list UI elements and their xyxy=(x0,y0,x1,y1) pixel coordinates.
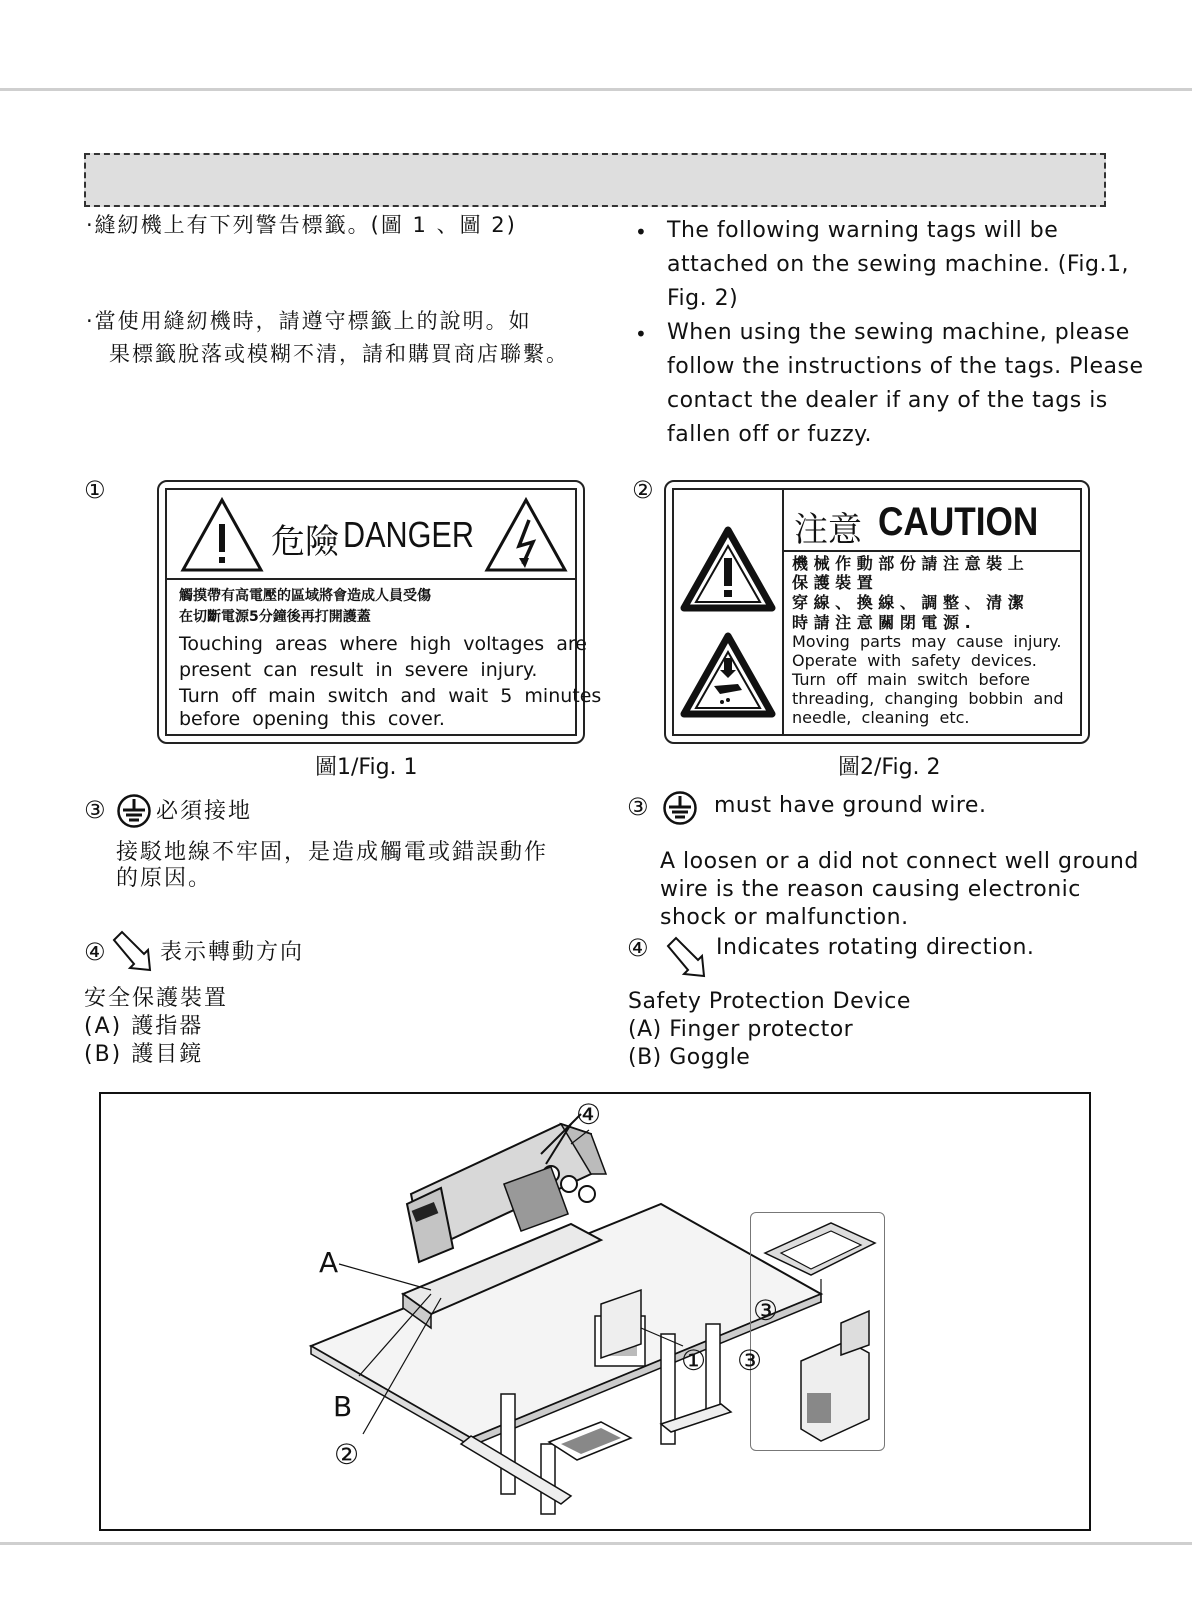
caution-title-en: CAUTION xyxy=(878,500,1039,544)
caution-zh-3: 穿 線 、 換 線 、 調 整 、 清 潔 xyxy=(792,593,1024,612)
caution-zh-1: 機 械 作 動 部 份 請 注 意 裝 上 xyxy=(792,554,1024,573)
ground-symbol-icon xyxy=(116,793,152,829)
ground-symbol-icon-right xyxy=(662,790,698,826)
danger-header xyxy=(167,490,575,580)
en-paragraph-1-line1: The following warning tags will be xyxy=(667,218,1059,243)
zh-paragraph-2-line1: ·當使用縫紉機時，請遵守標籤上的說明。如 xyxy=(86,309,532,333)
caution-en-5: needle, cleaning etc. xyxy=(792,708,970,727)
danger-tag xyxy=(157,480,602,744)
caution-text-block xyxy=(792,554,1082,727)
high-voltage-icon xyxy=(483,496,569,574)
bullet-2: • xyxy=(635,322,647,346)
marker-1: ① xyxy=(84,476,106,504)
safety-title-zh: 安全保護裝置 xyxy=(84,986,229,1011)
caution-en-3: Turn off main switch before xyxy=(792,670,1030,689)
caution-zh-4: 時 請 注 意 關 閉 電 源 . xyxy=(792,613,971,632)
marker-2: ② xyxy=(632,476,654,504)
ground-detail-inset xyxy=(750,1212,885,1451)
bullet-1: • xyxy=(635,220,647,244)
ground-desc-zh-1: 接駁地線不牢固，是造成觸電或錯誤動作 xyxy=(116,840,549,865)
caution-icon-panel xyxy=(674,490,784,734)
ground-desc-en-1: A loosen or a did not connect well ground xyxy=(660,849,1139,874)
rotation-label-en: Indicates rotating direction. xyxy=(716,935,1035,960)
en-paragraph-2-line3: contact the dealer if any of the tags is xyxy=(667,388,1108,413)
caution-en-1: Moving parts may cause injury. xyxy=(792,632,1062,651)
danger-text-en-2: present can result in severe injury. xyxy=(179,659,538,681)
top-rule xyxy=(0,88,1192,91)
callout-3-bottom: ③ xyxy=(737,1344,763,1377)
caution-zh-2: 保 護 裝 置 xyxy=(792,573,873,592)
en-paragraph-2-line2: follow the instructions of the tags. Please xyxy=(667,354,1144,379)
safety-a-zh: (A) 護指器 xyxy=(84,1014,204,1039)
zh-paragraph-2-line2: 果標籤脫落或模糊不清，請和購買商店聯繫。 xyxy=(109,342,569,366)
marker-3-left: ③ xyxy=(84,796,106,824)
rotation-label-zh: 表示轉動方向 xyxy=(160,940,305,965)
danger-text-en-1: Touching areas where high voltages are xyxy=(179,633,587,655)
caution-en-2: Operate with safety devices. xyxy=(792,651,1037,670)
safety-title-en: Safety Protection Device xyxy=(628,989,911,1014)
fig1-caption: 圖1/Fig. 1 xyxy=(315,755,418,780)
ground-desc-en-2: wire is the reason causing electronic xyxy=(660,877,1081,902)
callout-1: ① xyxy=(681,1344,707,1377)
callout-3-top: ③ xyxy=(753,1294,779,1327)
ground-label-zh: 必須接地 xyxy=(156,799,253,824)
sewing-machine-illustration xyxy=(101,1094,1089,1529)
danger-text-zh-1: 觸摸帶有高電壓的區域將會造成人員受傷 xyxy=(179,588,431,604)
ground-label-en: must have ground wire. xyxy=(714,793,987,818)
section-header-box xyxy=(84,153,1106,207)
warning-triangle-icon xyxy=(179,496,265,574)
callout-4: ④ xyxy=(576,1098,602,1131)
machine-illustration-frame xyxy=(99,1092,1091,1531)
callout-b: B xyxy=(333,1390,353,1423)
ground-desc-zh-2: 的原因。 xyxy=(116,866,213,891)
safety-a-en: (A) Finger protector xyxy=(628,1017,854,1042)
safety-b-en: (B) Goggle xyxy=(628,1045,751,1070)
caution-header xyxy=(782,490,1080,552)
safety-b-zh: (B) 護目鏡 xyxy=(84,1042,204,1067)
danger-tag-inner xyxy=(165,488,602,736)
control-box-detail xyxy=(751,1213,883,1449)
caution-tag-inner xyxy=(672,488,1082,736)
bottom-rule xyxy=(0,1542,1192,1545)
danger-title-zh: 危險 xyxy=(271,522,339,562)
marker-4-right: ④ xyxy=(627,934,649,962)
zh-paragraph-1: ·縫紉機上有下列警告標籤。(圖 1 、圖 2) xyxy=(86,213,517,237)
ground-desc-en-3: shock or malfunction. xyxy=(660,905,909,930)
marker-3-right: ③ xyxy=(627,793,649,821)
danger-text-en-3: Turn off main switch and wait 5 minutes xyxy=(179,685,602,707)
callout-2: ② xyxy=(334,1438,360,1471)
caution-title-zh: 注意 xyxy=(794,510,862,550)
danger-text-zh-2: 在切斷電源5分鐘後再打開護蓋 xyxy=(179,609,371,625)
caution-en-4: threading, changing bobbin and xyxy=(792,689,1064,708)
rotation-arrow-icon xyxy=(110,928,156,974)
en-paragraph-1-line3: Fig. 2) xyxy=(667,286,739,311)
en-paragraph-2-line4: fallen off or fuzzy. xyxy=(667,422,873,447)
caution-tag xyxy=(664,480,1090,744)
exclamation-triangle-icon xyxy=(680,526,776,614)
callout-a: A xyxy=(319,1246,339,1279)
rotation-arrow-icon-right xyxy=(664,934,710,980)
hand-caution-icon xyxy=(680,632,776,720)
en-paragraph-2-line1: When using the sewing machine, please xyxy=(667,320,1130,345)
danger-text-en-4: before opening this cover. xyxy=(179,708,445,730)
danger-title-en: DANGER xyxy=(343,514,474,555)
marker-4-left: ④ xyxy=(84,938,106,966)
en-paragraph-1-line2: attached on the sewing machine. (Fig.1, xyxy=(667,252,1129,277)
fig2-caption: 圖2/Fig. 2 xyxy=(838,755,941,780)
